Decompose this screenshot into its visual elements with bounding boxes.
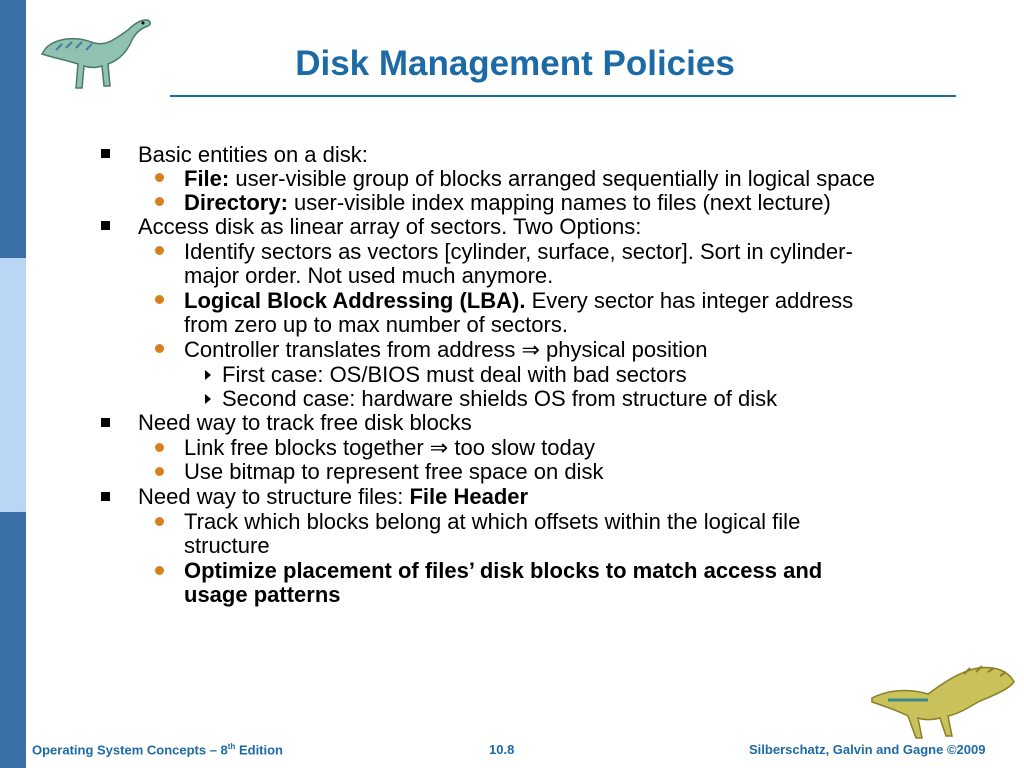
list-item (138, 485, 528, 509)
bullet-text: Second case: hardware shields OS from structure of disk (222, 386, 778, 411)
bullet-text: Access disk as linear array of sectors. Two Options: (138, 214, 642, 239)
list-item (184, 510, 800, 534)
dot-bullet-icon (155, 173, 164, 182)
page-title: Disk Management Policies (295, 44, 735, 83)
list-item (184, 436, 595, 460)
list-item (184, 240, 853, 264)
list-item (222, 363, 687, 387)
bullet-text: user-visible group of blocks arranged sequentially in logical space (229, 166, 875, 191)
dot-bullet-icon (155, 566, 164, 575)
list-item-continuation (184, 583, 341, 607)
dot-bullet-icon (155, 197, 164, 206)
footer-authors: Silberschatz, Galvin and Gagne ©2009 (749, 742, 986, 757)
bullet-text: structure (184, 533, 270, 558)
list-item (222, 387, 777, 411)
list-item (184, 460, 603, 484)
bullet-text: major order. Not used much anymore. (184, 263, 554, 288)
stripe-middle (0, 258, 26, 512)
bullet-text: First case: OS/BIOS must deal with bad sectors (222, 362, 687, 387)
dinosaur-logo-bottom (868, 660, 1018, 740)
bullet-text: Basic entities on a disk: (138, 142, 368, 167)
bullet-text: Controller translates from address ⇒ physical position (184, 337, 708, 362)
list-item (184, 289, 853, 313)
dot-bullet-icon (155, 295, 164, 304)
triangle-bullet-icon (205, 394, 211, 404)
footer-page-number: 10.8 (489, 742, 515, 757)
dinosaur-logo-top (36, 8, 156, 96)
list-item-continuation (184, 264, 553, 288)
bullet-text: Track which blocks belong at which offsets within the logical file (184, 509, 801, 534)
footer-superscript: th (227, 742, 236, 751)
dot-bullet-icon (155, 443, 164, 452)
stripe-top (0, 0, 26, 258)
bullet-text: Identify sectors as vectors [cylinder, surface, sector]. Sort in cylinder- (184, 239, 853, 264)
bullet-text-bold: File: (184, 166, 230, 191)
triangle-bullet-icon (205, 370, 211, 380)
list-item-continuation (184, 534, 270, 558)
stripe-bottom (0, 512, 26, 768)
bullet-text-bold: Directory: (184, 190, 288, 215)
bullet-text: Use bitmap to represent free space on disk (184, 459, 604, 484)
list-item (138, 143, 368, 167)
bullet-text: Need way to track free disk blocks (138, 410, 472, 435)
bullet-text-bold: usage patterns (184, 582, 341, 607)
footer-left (32, 742, 283, 757)
square-bullet-icon (101, 418, 110, 427)
bullet-text: from zero up to max number of sectors. (184, 312, 568, 337)
dot-bullet-icon (155, 246, 164, 255)
list-item (138, 411, 472, 435)
square-bullet-icon (101, 221, 110, 230)
bullet-text: Need way to structure files: (138, 484, 410, 509)
bullet-text: Every sector has integer address (525, 288, 854, 313)
square-bullet-icon (101, 149, 110, 158)
footer-edition: Edition (235, 742, 284, 758)
square-bullet-icon (101, 492, 110, 501)
title-underline (170, 95, 956, 97)
footer-book-title: Operating System Concepts – 8 (32, 742, 228, 758)
bullet-text-bold: File Header (409, 484, 529, 509)
bullet-text: user-visible index mapping names to files (next lecture) (287, 190, 831, 215)
dot-bullet-icon (155, 467, 164, 476)
bullet-text-bold: Optimize placement of files’ disk blocks to match access and (184, 558, 823, 583)
list-item (184, 338, 707, 362)
bullet-text: Link free blocks together ⇒ too slow today (184, 435, 595, 460)
list-item-continuation (184, 313, 568, 337)
bullet-text-bold: Logical Block Addressing (LBA). (184, 288, 526, 313)
list-item (138, 215, 641, 239)
list-item (184, 191, 831, 215)
left-stripe (0, 0, 26, 768)
list-item (184, 559, 822, 583)
dot-bullet-icon (155, 344, 164, 353)
list-item (184, 167, 875, 191)
dot-bullet-icon (155, 517, 164, 526)
